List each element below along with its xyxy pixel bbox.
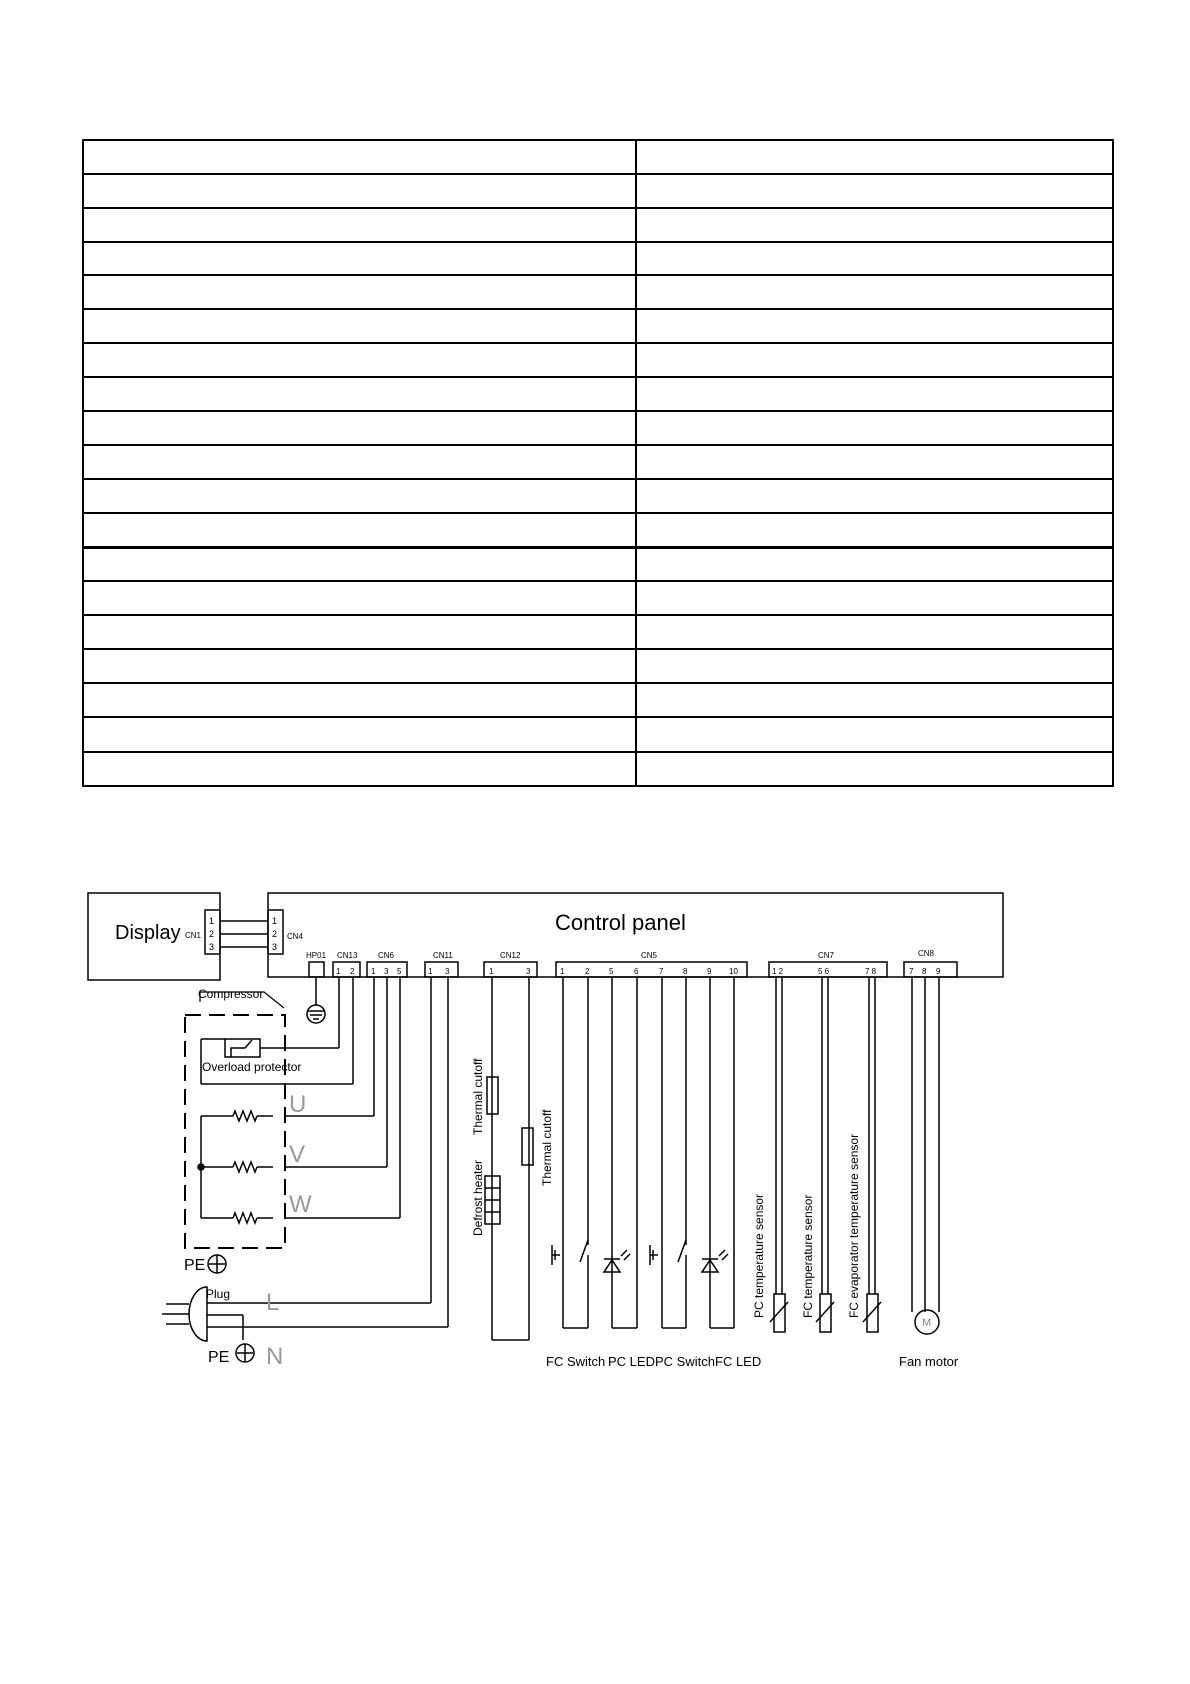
fc-temperature-sensor-label: FC temperature sensor bbox=[801, 1194, 815, 1318]
fc-evaporator-temperature-sensor bbox=[867, 1294, 878, 1332]
motor-symbol-label: M bbox=[922, 1317, 932, 1329]
cn6-pin: 1 bbox=[371, 967, 376, 976]
cn1-pin: 1 bbox=[209, 916, 215, 926]
cn12-pin: 3 bbox=[526, 967, 531, 976]
control-panel-box bbox=[268, 893, 1003, 977]
pc-switch-icon bbox=[650, 1240, 686, 1265]
plug-pe-label: PE bbox=[208, 1349, 230, 1366]
plug-l-label: L bbox=[266, 1289, 280, 1316]
hp01-label: HP01 bbox=[306, 951, 327, 960]
cn4-pin: 1 bbox=[272, 916, 278, 926]
winding-v bbox=[233, 1162, 257, 1172]
compressor-pe-label: PE bbox=[184, 1257, 206, 1274]
cn6-pin: 3 bbox=[384, 967, 389, 976]
pc-temperature-sensor bbox=[774, 1294, 785, 1332]
cn8-pin: 9 bbox=[936, 967, 941, 976]
cn8-label: CN8 bbox=[918, 949, 935, 958]
cn1-pin: 3 bbox=[209, 942, 215, 952]
winding-w bbox=[233, 1213, 257, 1223]
cn5-pin: 10 bbox=[729, 967, 738, 976]
winding-junction bbox=[198, 1164, 204, 1170]
pc-temperature-sensor-label: PC temperature sensor bbox=[752, 1193, 766, 1318]
cn12-label: CN12 bbox=[500, 951, 521, 960]
cn6-label: CN6 bbox=[378, 951, 395, 960]
cn1-label: CN1 bbox=[185, 931, 202, 940]
cn5-pin: 9 bbox=[707, 967, 712, 976]
fan-motor-label: Fan motor bbox=[899, 1354, 959, 1369]
fc-evaporator-sensor-label: FC evaporator temperature sensor bbox=[847, 1133, 861, 1318]
cn7-pin: 5 6 bbox=[818, 967, 830, 976]
cn4-pin: 3 bbox=[272, 942, 278, 952]
hp01-connector bbox=[309, 962, 324, 977]
cn11-label: CN11 bbox=[433, 951, 453, 960]
cn7-pin: 1 2 bbox=[772, 967, 784, 976]
cn13-pin: 1 bbox=[336, 967, 341, 976]
phase-u-label: U bbox=[289, 1091, 307, 1118]
winding-u bbox=[233, 1111, 257, 1121]
cn5-pin: 2 bbox=[585, 967, 590, 976]
phase-v-label: V bbox=[289, 1141, 306, 1168]
cn8-pin: 8 bbox=[922, 967, 927, 976]
cn1-pin: 2 bbox=[209, 929, 215, 939]
pc-switch-label: PC Switch bbox=[655, 1354, 715, 1369]
control-panel-title: Control panel bbox=[555, 910, 686, 935]
thermal-cutoff-1-label: Thermal cutoff bbox=[471, 1058, 485, 1135]
cn4-label: CN4 bbox=[287, 932, 304, 941]
cn6-pin: 5 bbox=[397, 967, 402, 976]
cn11-pin: 3 bbox=[445, 967, 450, 976]
cn13-pin: 2 bbox=[350, 967, 355, 976]
cn4-pin: 2 bbox=[272, 929, 278, 939]
fc-led-icon bbox=[702, 1250, 728, 1272]
cn12-pin: 1 bbox=[489, 967, 494, 976]
cn7-label: CN7 bbox=[818, 951, 835, 960]
cn5-pin: 5 bbox=[609, 967, 614, 976]
compressor-label: Compressor bbox=[198, 987, 264, 1001]
fc-temperature-sensor bbox=[820, 1294, 831, 1332]
cn5-pin: 8 bbox=[683, 967, 688, 976]
plug-label: Plug bbox=[206, 1287, 231, 1301]
pc-led-label: PC LED bbox=[608, 1354, 655, 1369]
fc-switch-label: FC Switch bbox=[546, 1354, 606, 1369]
pc-led-icon bbox=[604, 1250, 630, 1272]
plug-icon bbox=[189, 1287, 207, 1341]
plug-n-label: N bbox=[266, 1343, 284, 1370]
cn5-pin: 1 bbox=[560, 967, 565, 976]
defrost-heater-label: Defrost heater bbox=[471, 1159, 485, 1236]
cn8-pin: 7 bbox=[909, 967, 914, 976]
fc-switch-icon bbox=[552, 1240, 588, 1265]
cn5-pin: 6 bbox=[634, 967, 639, 976]
thermal-cutoff-2-label: Thermal cutoff bbox=[540, 1109, 554, 1186]
thermal-cutoff-2 bbox=[522, 1128, 533, 1165]
overload-protector-label: Overload protector bbox=[202, 1060, 302, 1074]
display-title: Display bbox=[115, 922, 181, 944]
cn5-pin: 7 bbox=[659, 967, 664, 976]
cn5-label: CN5 bbox=[641, 951, 658, 960]
cn11-pin: 1 bbox=[428, 967, 433, 976]
phase-w-label: W bbox=[289, 1191, 312, 1218]
fc-led-label: FC LED bbox=[715, 1354, 762, 1369]
hp01-ground-icon bbox=[307, 1005, 325, 1023]
cn7-pin: 7 8 bbox=[865, 967, 877, 976]
cn13-label: CN13 bbox=[337, 951, 358, 960]
